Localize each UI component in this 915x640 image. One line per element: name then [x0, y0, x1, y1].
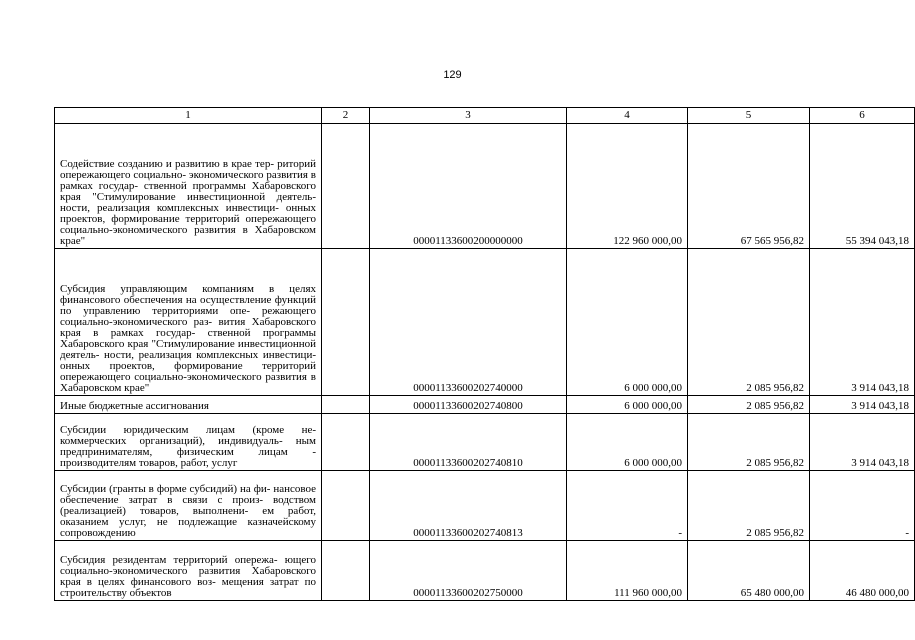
- row-col4: 6 000 000,00: [567, 249, 688, 396]
- row-col6: 55 394 043,18: [810, 124, 915, 249]
- row-col4: 6 000 000,00: [567, 414, 688, 471]
- row-description: Иные бюджетные ассигнования: [55, 396, 322, 414]
- row-code: 00001133600202740800: [370, 396, 567, 414]
- row-col2: [322, 541, 370, 601]
- column-header: 2: [322, 108, 370, 124]
- table-header-row: [55, 108, 915, 124]
- row-col6: 3 914 043,18: [810, 396, 915, 414]
- row-col4: -: [567, 471, 688, 541]
- row-description: Субсидии юридическим лицам (кроме не- коммерческих организаций), индивидуаль- ным предпринимателям, физическим лицам - производителям товаров, работ, услуг: [55, 414, 322, 471]
- row-col2: [322, 396, 370, 414]
- row-col6: 3 914 043,18: [810, 249, 915, 396]
- budget-table: [54, 107, 915, 601]
- row-col5: 67 565 956,82: [688, 124, 810, 249]
- row-description: Субсидия резидентам территорий опережа- ющего социально-экономического развития Хабаровского края в целях финансового воз- мещения затрат по строительству объектов: [55, 541, 322, 601]
- row-col2: [322, 414, 370, 471]
- row-col6: 46 480 000,00: [810, 541, 915, 601]
- row-col4: 6 000 000,00: [567, 396, 688, 414]
- row-code: 00001133600202740000: [370, 249, 567, 396]
- row-description: Субсидия управляющим компаниям в целях финансового обеспечения на осуществление функций по управлению территориями опе- режающего социально-экономического раз- вития Хабаровского края в рамках государ- ственной программы Хабаровского края "Стимулирование инвестиционной деятель- ности, реализация комплексных инвестици- онных проектов, формирование территорий опережающего социально-экономического развития в Хабаровском крае": [55, 249, 322, 396]
- row-col2: [322, 124, 370, 249]
- row-code: 00001133600202750000: [370, 541, 567, 601]
- row-col5: 2 085 956,82: [688, 414, 810, 471]
- row-col4: 111 960 000,00: [567, 541, 688, 601]
- column-header: 3: [370, 108, 567, 124]
- row-col5: 2 085 956,82: [688, 396, 810, 414]
- page-number: 129: [443, 69, 462, 81]
- column-header: 6: [810, 108, 915, 124]
- row-col2: [322, 249, 370, 396]
- column-header: 1: [55, 108, 322, 124]
- row-code: 00001133600200000000: [370, 124, 567, 249]
- table-row: [55, 396, 915, 414]
- row-col2: [322, 471, 370, 541]
- row-description: Содействие созданию и развитию в крае тер- риторий опережающего социально- экономического развития в рамках государ- ственной программы Хабаровского края "Стимулирование инвестиционной деятель- ности, реализация комплексных инвестици- онных проектов, формирование территорий опережающего социально-экономического развития в Хабаровском крае": [55, 124, 322, 249]
- table-row: [55, 471, 915, 541]
- row-code: 00001133600202740810: [370, 414, 567, 471]
- row-col4: 122 960 000,00: [567, 124, 688, 249]
- row-col5: 2 085 956,82: [688, 249, 810, 396]
- row-col5: 65 480 000,00: [688, 541, 810, 601]
- row-col5: 2 085 956,82: [688, 471, 810, 541]
- row-description: Субсидии (гранты в форме субсидий) на фи- нансовое обеспечение затрат в связи с произ- водством (реализацией) товаров, выполнени- ем работ, оказанием услуг, не подлежащие казначейскому сопровождению: [55, 471, 322, 541]
- row-col6: -: [810, 471, 915, 541]
- column-header: 5: [688, 108, 810, 124]
- row-code: 00001133600202740813: [370, 471, 567, 541]
- row-col6: 3 914 043,18: [810, 414, 915, 471]
- table-row: [55, 124, 915, 249]
- table-row: [55, 414, 915, 471]
- column-header: 4: [567, 108, 688, 124]
- table-row: [55, 541, 915, 601]
- table-row: [55, 249, 915, 396]
